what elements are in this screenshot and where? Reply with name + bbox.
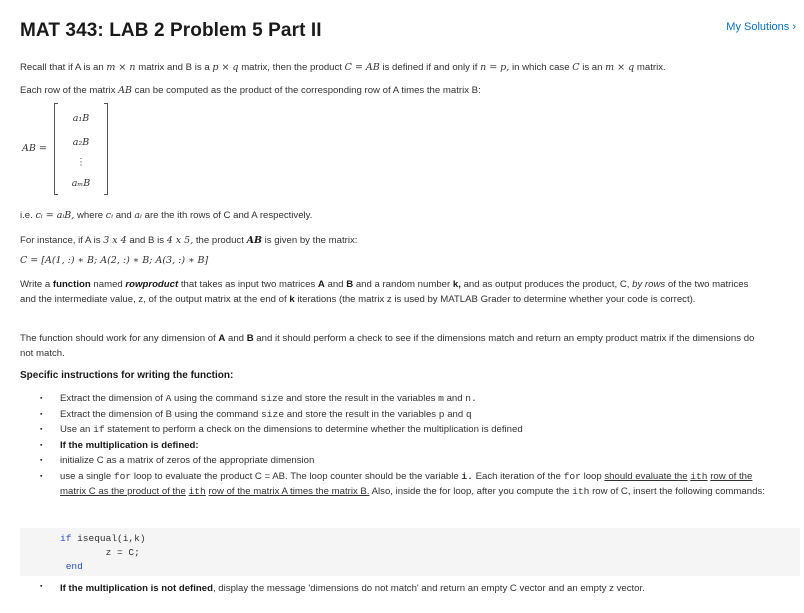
my-solutions-link[interactable]: My Solutions › [726,21,796,33]
list-item: ▪ use a single for loop to evaluate the product C = AB. The loop counter should be the variable i. Each iteration of the for loop should evaluate the ith row of the matrix C as the product of the ith row of the matrix A times the matrix B. Also, inside the for loop, after you compute the ith row of C, insert the following commands: [40,469,780,500]
list-item: ▪ Use an if statement to perform a check on the dimensions to determine whether the multiplication is defined [40,422,780,438]
matrix-row-1: a₁B [72,113,90,124]
matrix-row-m: aₘB [71,178,91,189]
matrix-row-dots: ⋮ [76,157,86,168]
list-item: ▪ Extract the dimension of B using the command size and store the result in the variables p and q [40,407,780,423]
instruction-list [40,391,780,500]
matrix-row-2: a₂B [72,137,90,148]
code-line-3: end [60,561,83,572]
function-name: rowproduct [125,279,179,290]
list-item-not-defined: ▪ If the multiplication is not defined, display the message 'dimensions do not match' and return an empty C vector and an empty z vector. [40,583,800,594]
write-paragraph: Write a function named rowproduct that takes as input two matrices A and B and a random number k, and as output produces the product, C, by rows of the two matrices and the intermediate value, z, of the output matrix at the end of k iterations (the matrix z is used by MATLAB Grader to determine whether your code is correct). [20,279,749,305]
each-row-paragraph: Each row of the matrix AB can be computed as the product of the corresponding row of A times the matrix B: [20,85,481,96]
list-item: ▪ Extract the dimension of A using the command size and store the result in the variables m and n. [40,391,780,407]
formula: C = [A(1, :) ∗ B; A(2, :) ∗ B; A(3, :) ∗ B] [20,255,209,266]
list-item: ▪ If the multiplication is defined: [40,438,780,454]
instance-paragraph: For instance, if A is 3 x 4 and B is 4 x 5, the product AB is given by the matrix: [20,235,358,246]
specific-instructions-heading: Specific instructions for writing the function: [20,370,234,381]
ie-paragraph: i.e. cᵢ = aᵢB, where cᵢ and aᵢ are the ith rows of C and A respectively. [20,210,313,221]
page-title: MAT 343: LAB 2 Problem 5 Part II [20,20,322,41]
code-line-1: if isequal(i,k) [60,533,146,544]
matrix-label: AB = [22,143,47,154]
code-line-2: z = C; [60,547,140,558]
code-block [20,528,800,576]
dims-paragraph: The function should work for any dimension of A and B and it should perform a check to see if the dimensions match and return an empty product matrix if the dimensions do not match. [20,333,755,359]
matrix-equation [22,103,112,197]
list-item: ▪ initialize C as a matrix of zeros of the appropriate dimension [40,453,780,469]
recall-paragraph: Recall that if A is an m × n matrix and B is a p × q matrix, then the product C = AB is defined if and only if n = p, in which case C is an m × q matrix. [20,62,666,73]
